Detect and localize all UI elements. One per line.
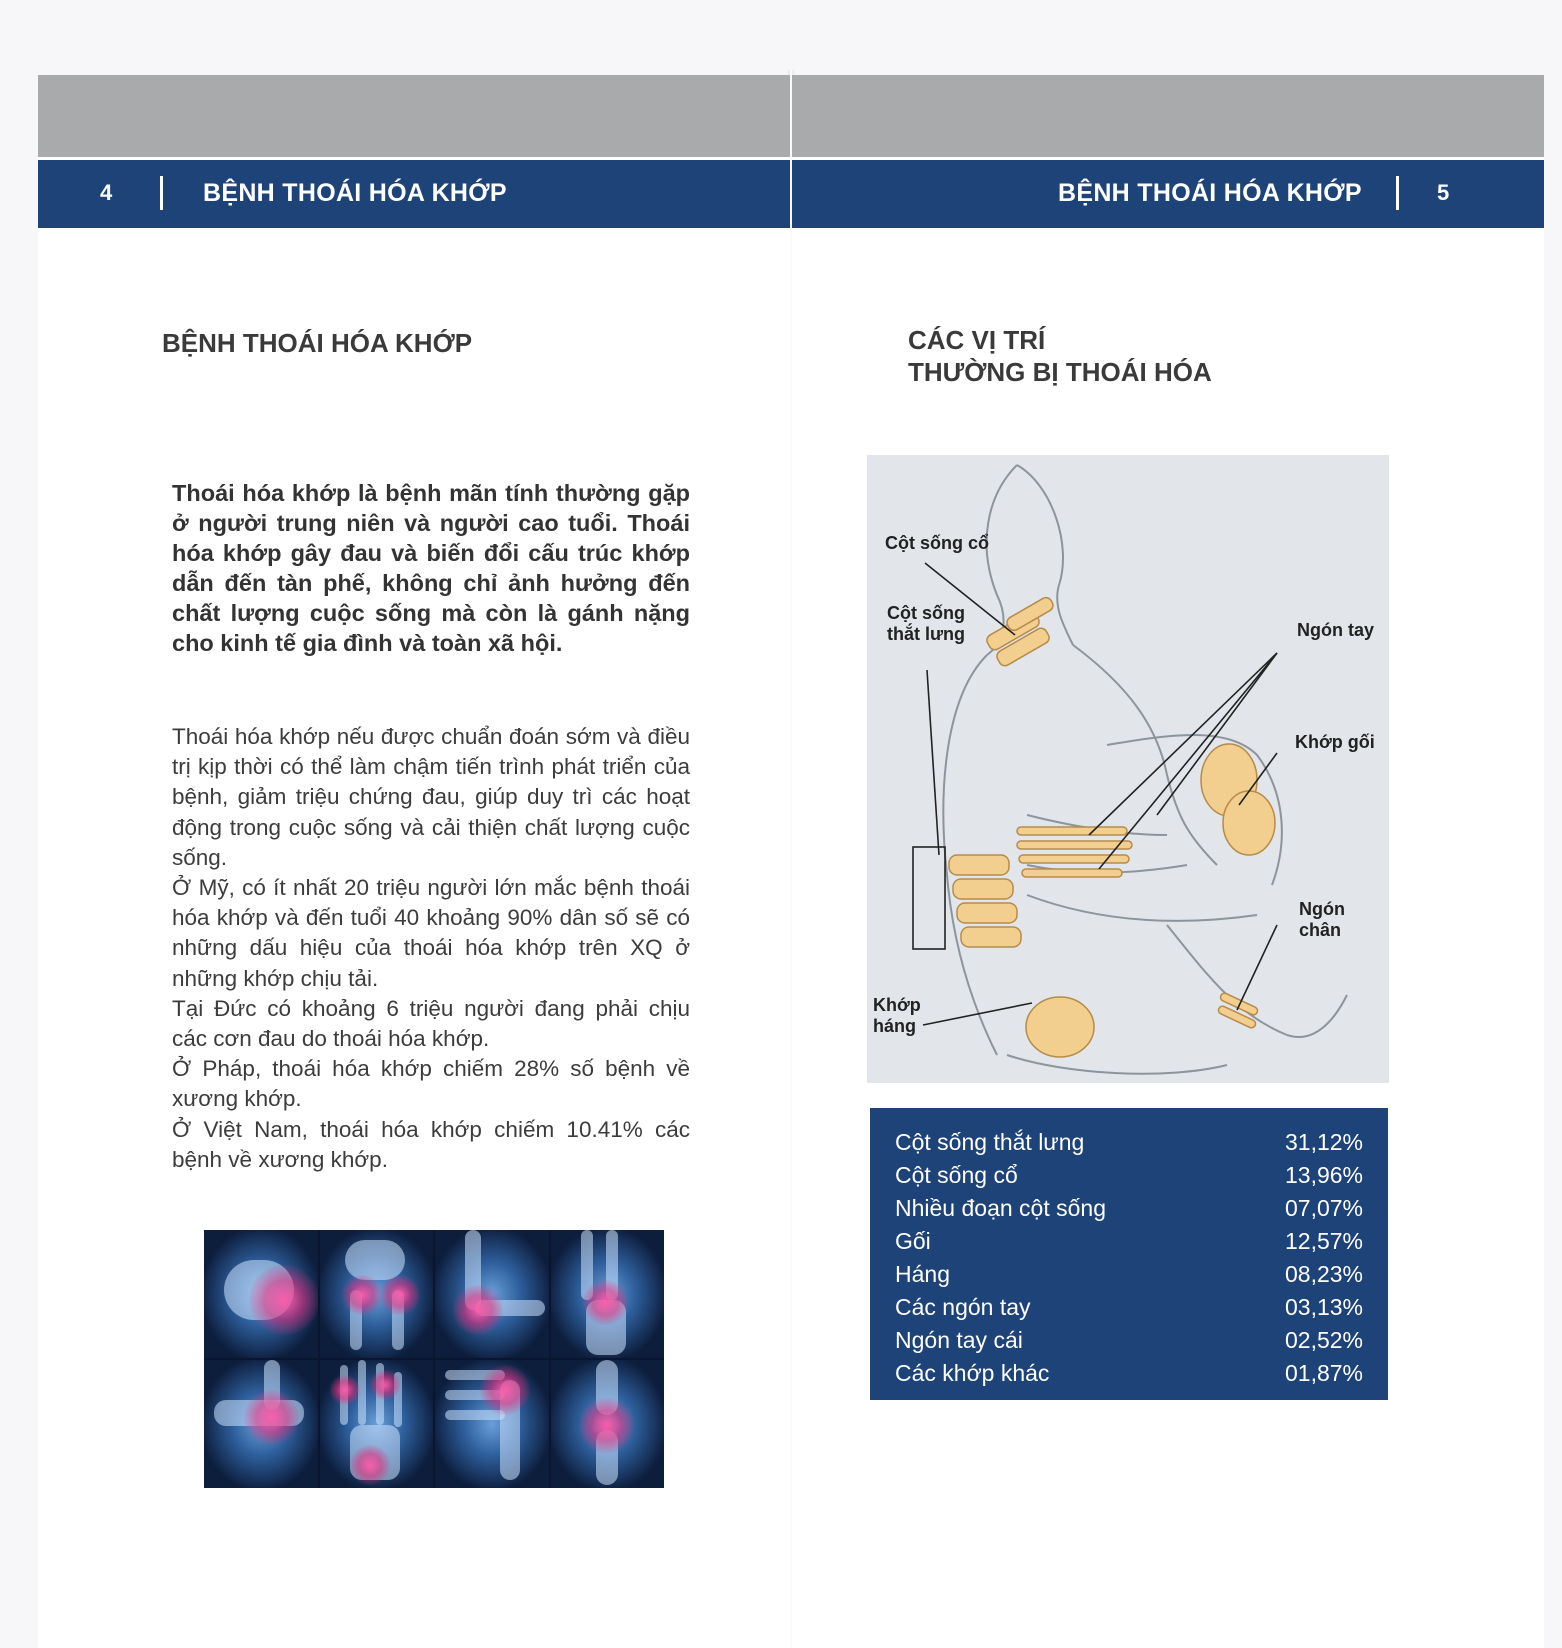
callout-lumbar-spine-line2: thắt lưng — [887, 624, 966, 644]
stat-value: 12,57% — [1284, 1228, 1363, 1254]
stat-label: Gối — [895, 1228, 931, 1254]
right-header-title: BỆNH THOÁI HÓA KHỚP — [1058, 179, 1362, 207]
left-header-title: BỆNH THOÁI HÓA KHỚP — [203, 179, 507, 207]
stat-label: Cột sống thắt lưng — [895, 1129, 1085, 1155]
stat-row — [895, 1224, 1363, 1257]
left-page — [38, 75, 790, 1648]
stat-row — [895, 1323, 1363, 1356]
stat-row — [895, 1290, 1363, 1323]
callout-hip — [873, 995, 921, 1037]
paragraph-germany: Tại Đức có khoảng 6 triệu người đang phải chịu các cơn đau do thoái hóa khớp. — [172, 995, 690, 1052]
paragraph-france: Ở Pháp, thoái hóa khớp chiếm 28% số bệnh về xương khớp. — [172, 1056, 690, 1112]
paragraph-vietnam: Ở Việt Nam, thoái hóa khớp chiếm 10.41% các bệnh về xương khớp. — [172, 1116, 690, 1172]
left-page-number: 4 — [100, 180, 113, 205]
callout-hip-line2: háng — [873, 1016, 916, 1036]
callout-fingers: Ngón tay — [1297, 620, 1375, 640]
stat-value: 03,13% — [1284, 1294, 1363, 1320]
stat-row — [895, 1191, 1363, 1224]
left-header-bar — [38, 160, 790, 228]
right-top-grey-band — [792, 75, 1544, 157]
paragraph-early-diagnosis: Thoái hóa khớp nếu được chuẩn đoán sớm và điều trị kịp thời có thể làm chậm tiến trình phát triển của bệnh, giảm triệu chứng đau, giúp duy trì các hoạt động trong cuộc sống và cải thiện chất lượng cuộc sống. — [172, 724, 690, 870]
prevalence-stats-table — [870, 1108, 1388, 1400]
stat-label: Háng — [895, 1261, 950, 1287]
right-header-bar — [792, 160, 1544, 228]
xray-hip-image — [204, 1230, 318, 1358]
stat-value: 31,12% — [1284, 1129, 1363, 1155]
stat-label: Các khớp khác — [895, 1360, 1050, 1386]
xray-knee-image — [551, 1360, 665, 1488]
callout-knee: Khớp gối — [1295, 732, 1375, 752]
stat-label: Các ngón tay — [895, 1294, 1031, 1320]
left-section-title: BỆNH THOÁI HÓA KHỚP — [162, 328, 473, 358]
right-page-number: 5 — [1437, 180, 1450, 205]
stat-row — [895, 1125, 1363, 1158]
right-header-separator — [1396, 176, 1399, 210]
joint-anatomy-illustration — [867, 455, 1389, 1083]
stat-value: 07,07% — [1284, 1195, 1363, 1221]
xray-image-grid — [204, 1230, 664, 1488]
xray-wrist-image — [551, 1230, 665, 1358]
stat-value: 08,23% — [1284, 1261, 1363, 1287]
xray-pelvis-image — [320, 1230, 434, 1358]
left-header-separator — [160, 176, 163, 210]
paragraph-usa: Ở Mỹ, có ít nhất 20 triệu người lớn mắc bệnh thoái hóa khớp và đến tuổi 40 khoảng 90% dân số sẽ có những dấu hiệu của thoái hóa khớp trên XQ ở những khớp chịu tải. — [172, 875, 690, 991]
callout-cervical-spine: Cột sống cổ — [885, 533, 989, 553]
callout-lumbar-spine-line1: Cột sống — [887, 603, 965, 623]
stat-label: Nhiều đoạn cột sống — [895, 1195, 1106, 1221]
right-section-title-line1: CÁC VỊ TRÍ — [908, 325, 1046, 355]
callout-lumbar-spine — [887, 603, 965, 645]
lead-paragraph: Thoái hóa khớp là bệnh mãn tính thường gặp ở người trung niên và người cao tuổi. Thoái hóa khớp gây đau và biến đổi cấu trúc khớp dẫn đến tàn phế, không chỉ ảnh hưởng đến chất lượng cuộc sống mà còn là gánh nặng cho kinh tế gia đình và toàn xã hội. — [172, 480, 690, 656]
xray-shoulder-image — [435, 1360, 549, 1488]
callout-toes: Ngón chân — [1299, 899, 1345, 940]
stat-value: 13,96% — [1284, 1162, 1363, 1188]
xray-hand-image — [320, 1360, 434, 1488]
xray-ankle-image — [204, 1360, 318, 1488]
right-section-title-line2: THƯỜNG BỊ THOÁI HÓA — [908, 357, 1212, 387]
stat-row — [895, 1356, 1363, 1389]
stat-row — [895, 1257, 1363, 1290]
right-page — [792, 75, 1544, 1648]
body-text — [172, 722, 690, 1175]
stat-value: 01,87% — [1284, 1360, 1363, 1386]
right-section-title — [908, 324, 1212, 388]
xray-elbow-image — [435, 1230, 549, 1358]
stat-value: 02,52% — [1284, 1327, 1363, 1353]
stat-row — [895, 1158, 1363, 1191]
stat-label: Ngón tay cái — [895, 1327, 1023, 1353]
left-top-grey-band — [38, 75, 790, 157]
callout-hip-line1: Khớp — [873, 995, 921, 1015]
stat-label: Cột sống cổ — [895, 1162, 1018, 1188]
